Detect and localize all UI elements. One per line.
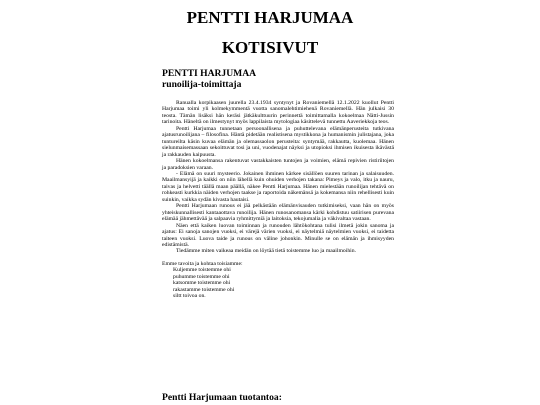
site-title: PENTTI HARJUMAA [186,8,354,27]
works-heading: Pentti Harjumaan tuotantoa: [162,392,282,403]
site-subtitle: KOTISIVUT [221,38,319,57]
poem-line: katsomme toistemme ohi [173,280,231,287]
section-heading: PENTTI HARJUMAA [162,68,257,79]
paragraph: Tiedämme miten vaikeaa meidän on löytää tietä toistemme luo ja maailmoihin. [176,248,357,255]
paragraph: Pentti Harjumaa tunnetaan persoonallisena ja puhuttelevana elämänperusteita tutkivana ajatusrunoilijana – filosofina. Häntä pidetään realistisena mystikkona ja humanismin julistajana, joka tuntureilta käsin kuvaa elämän ja olemassaolon perusteita: syntymää, rakkautta, kuolemaa. Hänen sielunmaisemassaan sekoittuvat tosi ja uni, vuodenajat näyksi ja utopioksi ihmisen ikuisesta ikävästä ja rakkauden kaipuusta. [162,125,394,158]
section-subheading: runoilija-toimittaja [162,79,242,90]
paragraph: Näen että kaiken luovan toiminnan ja runouden lähtökohtana tulisi ilmetä jokin sanoma ja ajatus: Ei sanoja sanojen vuoksi, ei värejä värien vuoksi, ei näytelmiä näytelmien vuoksi, ei taidetta taiteen vuoksi. Luova taide ja runous on väline johonkin. Minulle se on elämän ja ihmisyyden edistämistä. [162,222,394,248]
poem-line: Kuljemme toistemme ohi [173,267,231,274]
paragraph: - Elämä on suuri mysteerio. Jokainen ihminen kärkee sisällöen suuren tarinan ja salaisuuden. Maailmansyijä ja kaikki on niin lähellä kuin ohuiden verhojen takana: Pimeys ja valo, itku ja nauru, taivas ja helvetti täällä maan päällä, näkee Pentti Harjumaa. Hänen mielestään runoilijan tehtävä on rohkeasti kurkkia näiden verhojen taakse ja raportoida näkemänsä ja kokemansa niin rehellisesti kuin suinkin, vaikka sydän kivasta hautaisi. [162,170,394,203]
article-body [162,100,394,300]
paragraph: Ranualla korpikaasen juurella 23.4.1934 syntynyt ja Rovaniemellä 12.1.2022 kuollut Pentti Harjumaa toimi yli kolmekymmentä vuotta sanomalehtimiehenä Rovaniemellä. Hän julkaisi 30 teosta. Tämän lisäksi hän keräsi jätkäkulttuurin perinnettä toimittamalla kokoelmaa Nätti-Jussin tarinoita. Häneltä on ilmestynyt myös lappilaista mytologiaa käsittelevä tunnettu Aaveriekkoja teos. [162,100,394,126]
paragraph: Hänen kokoelmansa rakentuvat vastakkaisten tuntojen ja voimien, elämä repivien ristiriitojen ja paradoksien varaan. [162,158,394,171]
poem-line: rakastamme toistemme ohi [173,286,235,293]
poem-intro: Emme tavoita ja kohtaa toisiamme: [162,260,243,267]
paragraph: Pentti Harjumaan runous ei jää pelkästään elämänvisauden tutkimiseksi, vaan hän on myös yhteiskunnallisesti kantaaottava runoilija. Hänen runosanomansa kärki kohdistuu satiirisen purevana elämää jähmettävää ja salpaavia ryhmittymiä ja laitoksia, tekojumalia ja väkivaltaa vastaan. [162,203,394,223]
poem [162,261,394,300]
poem-line: siltt toivoa on. [173,293,206,300]
poem-line: puhumme toistemme ohi [173,273,230,280]
